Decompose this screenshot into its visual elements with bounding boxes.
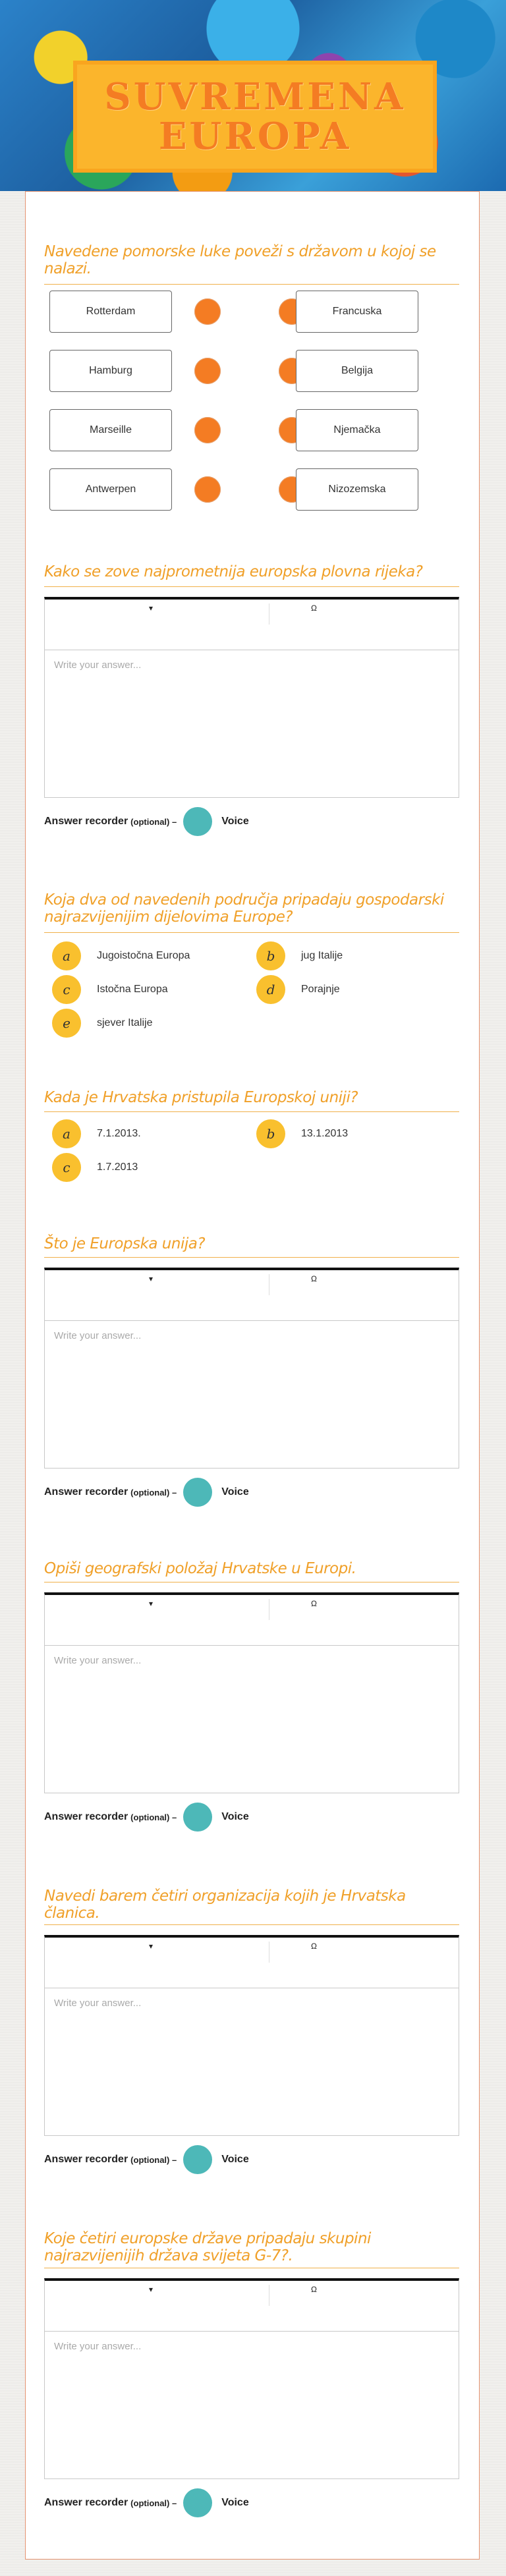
option-letter: c	[52, 975, 81, 1004]
voice-label: Voice	[221, 2154, 249, 2165]
worksheet	[25, 191, 480, 2560]
voice-record-button[interactable]	[183, 2488, 212, 2517]
special-char-icon[interactable]: Ω	[311, 1274, 317, 1283]
question-rule	[44, 284, 459, 285]
question-title: Kada je Hrvatska pristupila Europskoj uniji?	[44, 1089, 358, 1106]
recorder-optional: (optional) –	[130, 2498, 177, 2508]
option-text: Jugoistočna Europa	[97, 950, 190, 961]
voice-label: Voice	[221, 1486, 249, 1498]
question-rule	[44, 1924, 459, 1925]
option-d[interactable]	[256, 975, 340, 1004]
recorder-label: Answer recorder	[44, 1811, 128, 1822]
voice-record-button[interactable]	[183, 1803, 212, 1832]
answer-input[interactable]: Write your answer...	[54, 2341, 142, 2352]
option-letter: a	[52, 941, 81, 970]
recorder-label: Answer recorder	[44, 2154, 128, 2165]
option-text: Istočna Europa	[97, 984, 168, 995]
answer-input[interactable]: Write your answer...	[54, 1998, 142, 2009]
option-text: 13.1.2013	[301, 1128, 349, 1139]
match-right-item[interactable]: Njemačka	[296, 409, 418, 451]
editor-toolbar	[45, 1595, 459, 1646]
match-right-item[interactable]: Belgija	[296, 350, 418, 392]
answer-editor[interactable]	[44, 597, 459, 798]
format-dropdown[interactable]: ▾	[149, 1942, 154, 1951]
option-text: jug Italije	[301, 950, 343, 961]
voice-record-button[interactable]	[183, 1478, 212, 1507]
answer-editor[interactable]	[44, 1592, 459, 1793]
editor-toolbar	[45, 1270, 459, 1321]
match-right-item[interactable]: Francuska	[296, 291, 418, 333]
question-title: Navedi barem četiri organizacija kojih je Hrvatska članica.	[44, 1888, 406, 1922]
voice-label: Voice	[221, 2497, 249, 2508]
recorder-optional: (optional) –	[130, 816, 177, 827]
option-letter: b	[256, 941, 285, 970]
question-title: Što je Europska unija?	[44, 1235, 206, 1252]
answer-input[interactable]: Write your answer...	[54, 1330, 142, 1341]
voice-record-button[interactable]	[183, 2145, 212, 2174]
answer-recorder	[44, 2488, 249, 2518]
option-letter: d	[256, 975, 285, 1004]
option-c[interactable]	[52, 975, 168, 1004]
option-b[interactable]	[256, 941, 343, 970]
format-dropdown[interactable]: ▾	[149, 1274, 154, 1283]
page-title: SUVREMENA EUROPA	[104, 75, 406, 158]
question-title: Kako se zove najprometnija europska plovna rijeka?	[44, 563, 423, 580]
match-left-item[interactable]: Marseille	[49, 409, 172, 451]
answer-input[interactable]: Write your answer...	[54, 1655, 142, 1666]
answer-editor[interactable]	[44, 1268, 459, 1469]
match-left-item[interactable]: Rotterdam	[49, 291, 172, 333]
option-letter: b	[256, 1119, 285, 1148]
voice-label: Voice	[221, 816, 249, 827]
match-left-dot[interactable]	[194, 417, 221, 443]
voice-label: Voice	[221, 1811, 249, 1822]
option-text: 1.7.2013	[97, 1162, 138, 1173]
answer-recorder	[44, 1802, 249, 1832]
answer-input[interactable]: Write your answer...	[54, 659, 142, 671]
special-char-icon[interactable]: Ω	[311, 2285, 317, 2294]
option-c[interactable]	[52, 1153, 138, 1182]
question-rule	[44, 932, 459, 933]
answer-editor[interactable]	[44, 1935, 459, 2136]
question-title: Opiši geografski položaj Hrvatske u Europi.	[44, 1560, 356, 1577]
recorder-label: Answer recorder	[44, 1486, 128, 1498]
match-left-dot[interactable]	[194, 298, 221, 325]
question-title: Koje četiri europske države pripadaju skupini najrazvijenijih država svijeta G-7?.	[44, 2230, 371, 2264]
editor-toolbar	[45, 600, 459, 650]
format-dropdown[interactable]: ▾	[149, 1599, 154, 1608]
answer-recorder	[44, 1477, 249, 1507]
match-right-item[interactable]: Nizozemska	[296, 468, 418, 511]
question-rule	[44, 1111, 459, 1112]
option-text: 7.1.2013.	[97, 1128, 141, 1139]
recorder-label: Answer recorder	[44, 816, 128, 827]
recorder-label: Answer recorder	[44, 2497, 128, 2508]
header-image	[0, 0, 506, 191]
match-left-item[interactable]: Antwerpen	[49, 468, 172, 511]
answer-recorder	[44, 806, 249, 837]
option-a[interactable]	[52, 941, 190, 970]
question-title: Koja dva od navedenih područja pripadaju gospodarski najrazvijenijim dijelovima Europe?	[44, 891, 444, 926]
recorder-optional: (optional) –	[130, 1812, 177, 1822]
option-a[interactable]	[52, 1119, 141, 1148]
recorder-optional: (optional) –	[130, 1487, 177, 1498]
option-b[interactable]	[256, 1119, 348, 1148]
editor-toolbar	[45, 2281, 459, 2332]
question-rule	[44, 586, 459, 587]
special-char-icon[interactable]: Ω	[311, 603, 317, 613]
match-left-dot[interactable]	[194, 476, 221, 503]
format-dropdown[interactable]: ▾	[149, 2285, 154, 2294]
match-left-dot[interactable]	[194, 358, 221, 384]
option-letter: e	[52, 1009, 81, 1038]
answer-recorder	[44, 2144, 249, 2175]
format-dropdown[interactable]: ▾	[149, 603, 154, 613]
special-char-icon[interactable]: Ω	[311, 1599, 317, 1608]
match-left-item[interactable]: Hamburg	[49, 350, 172, 392]
option-text: Porajnje	[301, 984, 340, 995]
voice-record-button[interactable]	[183, 807, 212, 836]
option-letter: c	[52, 1153, 81, 1182]
special-char-icon[interactable]: Ω	[311, 1942, 317, 1951]
option-e[interactable]	[52, 1009, 152, 1038]
question-title: Navedene pomorske luke poveži s državom u kojoj se nalazi.	[44, 243, 436, 277]
recorder-optional: (optional) –	[130, 2154, 177, 2165]
question-rule	[44, 1257, 459, 1258]
option-letter: a	[52, 1119, 81, 1148]
option-text: sjever Italije	[97, 1017, 153, 1028]
title-banner	[73, 61, 437, 173]
answer-editor[interactable]	[44, 2278, 459, 2479]
editor-toolbar	[45, 1938, 459, 1988]
